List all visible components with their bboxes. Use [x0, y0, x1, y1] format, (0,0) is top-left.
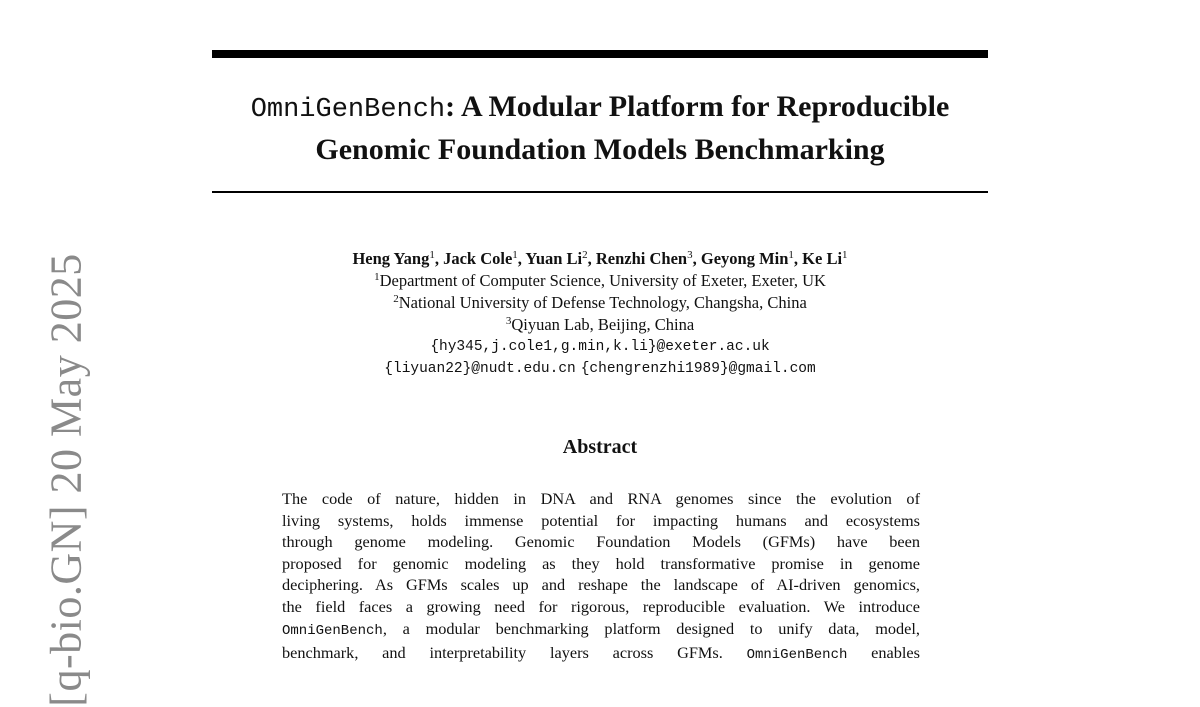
- abstract-line: benchmark, and interpretability layers across GFMs. OmniGenBench enables: [282, 643, 920, 664]
- abstract-line: the field faces a growing need for rigorous, reproducible evaluation. We introduce: [282, 596, 920, 616]
- author: Renzhi Chen$^3$,: [595, 249, 701, 268]
- title-line1-rest: : A Modular Platform for Reproducible: [445, 90, 950, 123]
- abstract-line: deciphering. As GFMs scales up and reshape the landscape of AI-driven genomics,: [282, 575, 920, 595]
- abstract-line: through genome modeling. Genomic Foundation Models (GFMs) have been: [282, 532, 920, 552]
- email-line: {liyuan22}@nudt.edu.cn {chengrenzhi1989}@gmail.com: [384, 361, 816, 377]
- abstract-line: proposed for genomic modeling as they hold transformative promise in genome: [282, 553, 920, 573]
- author: Geyong Min$^1$,: [700, 249, 803, 268]
- abstract-line: OmniGenBench, a modular benchmarking platform designed to unify data, model,: [282, 618, 920, 639]
- title-bottom-rule: [212, 191, 988, 193]
- affiliation: $^1$Department of Computer Science, University of Exeter, Exeter, UK: [374, 271, 826, 290]
- author: Yuan Li$^2$,: [525, 249, 596, 268]
- abstract-body: [282, 488, 920, 667]
- affiliation: $^3$Qiyuan Lab, Beijing, China: [505, 315, 695, 334]
- author: Jack Cole$^1$,: [443, 249, 526, 268]
- abstract-heading: Abstract: [562, 436, 638, 458]
- abstract-line: The code of nature, hidden in DNA and RNA genomes since the evolution of: [282, 489, 920, 508]
- arxiv-sidebar-stamp: [q-bio.GN] 20 May 2025: [41, 253, 91, 707]
- author-list: [212, 248, 988, 270]
- abstract-line: living systems, holds immense potential for impacting humans and ecosystems: [282, 510, 920, 530]
- author: Ke Li$^1$: [802, 249, 848, 268]
- email-line: {hy345,j.cole1,g.min,k.li}@exeter.ac.uk: [430, 339, 770, 355]
- title-line2: Genomic Foundation Models Benchmarking: [315, 133, 885, 166]
- paper-title: [212, 87, 988, 169]
- author-block: [212, 248, 988, 380]
- affiliation: $^2$National University of Defense Technology, Changsha, China: [393, 293, 807, 312]
- author: Heng Yang$^1$,: [352, 249, 444, 268]
- title-tool-name: OmniGenBench: [250, 95, 446, 125]
- title-top-rule: [212, 50, 988, 58]
